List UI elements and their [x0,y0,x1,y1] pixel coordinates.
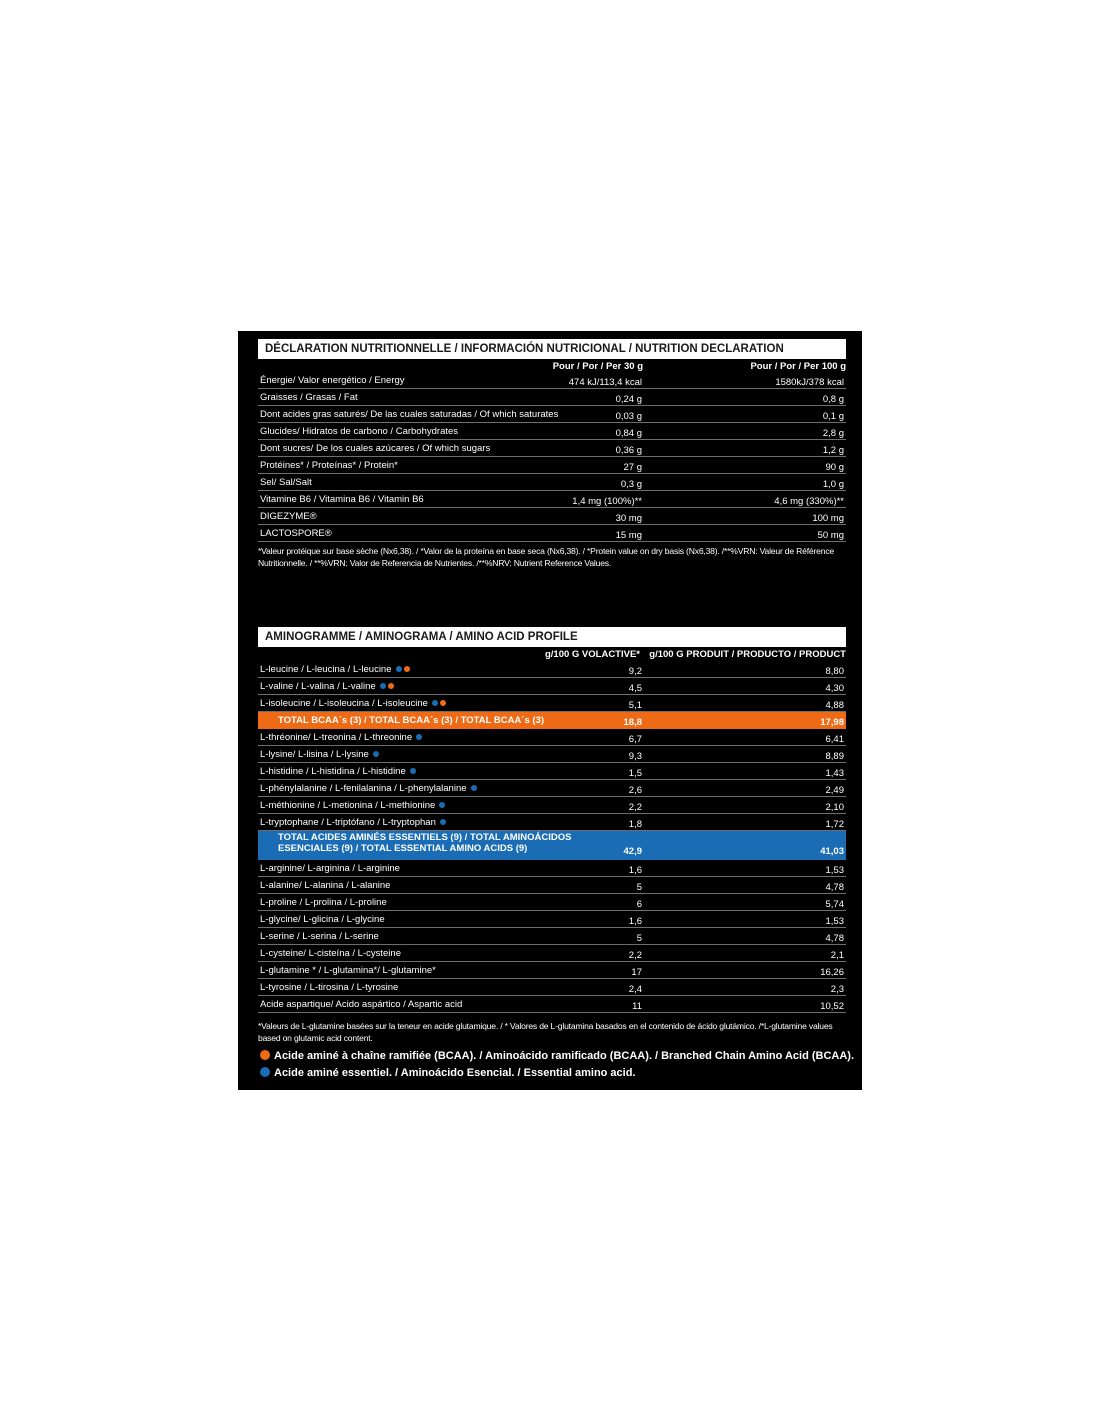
total-row [258,831,846,860]
row-value-2: 6,41 [825,734,844,745]
table-row [258,729,846,746]
row-value-2: 1,53 [825,865,844,876]
table-row [258,474,846,491]
row-value-1: 1,8 [628,819,642,830]
row-value-1: 1,6 [628,916,642,927]
orange-dot-icon [260,1050,270,1060]
row-value-1: 5,1 [628,700,642,711]
table-row [258,814,846,831]
table-row [258,423,846,440]
orange-dot-icon [388,683,394,689]
row-value-1: 1,6 [628,865,642,876]
row-value-1: 30 mg [615,513,642,524]
row-value-2: 2,8 g [822,428,844,439]
row-label: Énergie/ Valor energético / Energy [260,375,405,386]
table-row [258,508,846,525]
row-label: L-glycine/ L-glicina / L-glycine [260,914,385,925]
row-value-2: 0,8 g [822,394,844,405]
row-value-1: 6,7 [628,734,642,745]
table-row [258,525,846,542]
row-value-2: 2,3 [830,984,844,995]
blue-dot-icon [396,666,402,672]
blue-dot-icon [416,734,422,740]
table-row [258,945,846,962]
row-value-1: 1,4 mg (100%)** [572,496,642,507]
amino-class-dots [371,747,379,763]
row-value-2: 1,43 [825,768,844,779]
row-value-1: 9,2 [628,666,642,677]
blue-dot-icon [373,751,379,757]
table-row [258,746,846,763]
row-value-2: 8,89 [825,751,844,762]
amino-class-dots [414,730,422,746]
amino-class-dots [408,764,416,780]
row-value-1: 6 [636,899,642,910]
row-value-2: 5,74 [825,899,844,910]
row-label: L-tyrosine / L-tirosina / L-tyrosine [260,982,399,993]
row-label: L-isoleucine / L-isoleucina / L-isoleucine [260,698,428,709]
amino-title: AMINOGRAMME / AMINOGRAMA / AMINO ACID PROFILE [258,627,846,647]
row-label: Glucides/ Hidratos de carbono / Carbohydrates [260,426,459,437]
row-label: L-glutamine * / L-glutamina*/ L-glutamine* [260,965,436,976]
row-value-2: 4,88 [825,700,844,711]
amino-class-dots [469,781,477,797]
amino-footnote: *Valeurs de L-glutamine basées sur la teneur en acide glutamique. / * Valores de L-glutamina basados en el contenido de ácido glutámico. /*L-glutamine values based on glutamic acid content. [258,1021,833,1043]
row-label: L-serine / L-serina / L-serine [260,931,379,942]
row-value-2: 4,30 [825,683,844,694]
row-label: L-histidine / L-histidina / L-histidine [260,766,406,777]
row-value-2: 8,80 [825,666,844,677]
blue-dot-icon [432,700,438,706]
blue-dot-icon [410,768,416,774]
table-row [258,440,846,457]
nutrition-table [258,372,846,542]
blue-dot-icon [471,785,477,791]
row-value-1: 474 kJ/113,4 kcal [568,377,642,388]
row-label: L-méthionine / L-metionina / L-methionine [260,800,436,811]
row-label: L-thréonine/ L-treonina / L-threonine [260,732,413,743]
row-value-2: 100 mg [812,513,844,524]
nutrition-title: DÉCLARATION NUTRITIONNELLE / INFORMACIÓN NUTRICIONAL / NUTRITION DECLARATION [258,339,846,359]
row-value-2: 1,72 [825,819,844,830]
row-label: L-arginine/ L-arginina / L-arginine [260,863,400,874]
row-value-1: 0,24 g [615,394,642,405]
row-value-2: 1,53 [825,916,844,927]
row-value-2: 90 g [825,462,844,473]
amino-col1-header: g/100 G VOLACTIVE* [544,649,640,660]
row-value-2: 4,78 [825,882,844,893]
row-label: Vitamine B6 / Vitamina B6 / Vitamin B6 [260,494,424,505]
nutrition-footnote: *Valeur protéique sur base sèche (Nx6,38). / *Valor de la proteína en base seca (Nx6,38). / *Protein value on dry basis (Nx6,38). /**%VRN: Valeur de Référence Nutritionnelle. / **%VRN: Valor de Referencia de Nutrientes. /**%NRV: Nutrient Reference Values. [258,546,835,568]
amino-col2-header: g/100 G PRODUIT / PRODUCTO / PRODUCT [649,649,846,660]
blue-dot-icon [380,683,386,689]
blue-dot-icon [260,1067,270,1077]
row-value-1: 42,9 [623,846,642,857]
row-value-1: 2,2 [628,802,642,813]
row-label: L-phénylalanine / L-fenilalanina / L-phenylalanine [260,783,467,794]
row-label: L-leucine / L-leucina / L-leucine [260,664,392,675]
table-row [258,389,846,406]
row-value-2: 16,26 [820,967,844,978]
row-label: LACTOSPORE® [260,528,332,539]
row-value-1: 18,8 [623,717,642,728]
row-value-1: 5 [636,882,642,893]
table-row [258,860,846,877]
table-row [258,695,846,712]
table-row [258,894,846,911]
table-row [258,979,846,996]
blue-dot-icon [440,819,446,825]
row-label: L-proline / L-prolina / L-proline [260,897,387,908]
blue-dot-icon [439,802,445,808]
row-value-1: 0,84 g [615,428,642,439]
table-row [258,491,846,508]
table-row [258,996,846,1013]
row-value-1: 0,3 g [620,479,642,490]
row-label: Protéines* / Proteínas* / Protein* [260,460,398,471]
row-label: Sel/ Sal/Salt [260,477,312,488]
legend-essential [260,1067,636,1079]
row-value-1: 1,5 [628,768,642,779]
row-value-2: 10,52 [820,1001,844,1012]
row-value-1: 0,03 g [615,411,642,422]
amino-class-dots [378,679,394,695]
legend-bcaa [260,1050,854,1062]
row-value-1: 5 [636,933,642,944]
row-label: L-tryptophane / L-triptófano / L-tryptophan [260,817,436,828]
row-value-2: 1,2 g [822,445,844,456]
table-row [258,911,846,928]
row-label: Dont acides gras saturés/ De las cuales saturadas / Of which saturates [260,409,559,420]
row-value-2: 41,03 [820,846,844,857]
row-value-2: 1,0 g [822,479,844,490]
table-row [258,877,846,894]
row-value-2: 2,10 [825,802,844,813]
row-label: DIGEZYME® [260,511,317,522]
row-label: Graisses / Grasas / Fat [260,392,358,403]
row-value-1: 0,36 g [615,445,642,456]
row-value-2: 4,78 [825,933,844,944]
legend-bcaa-text: Acide aminé à chaîne ramifiée (BCAA). / Aminoácido ramificado (BCAA). / Branched Chain Amino Acid (BCAA). [274,1050,855,1062]
table-row [258,797,846,814]
table-row [258,928,846,945]
nutrition-col1-header: Pour / Por / Per 30 g [552,361,643,372]
row-label: L-lysine/ L-lisina / L-lysine [260,749,369,760]
row-value-1: 11 [632,1001,642,1012]
nutrition-label-panel [238,331,862,1090]
row-label: Acide aspartique/ Acido aspártico / Aspartic acid [260,999,463,1010]
row-value-1: 2,2 [628,950,642,961]
table-row [258,678,846,695]
row-label: TOTAL BCAA´s (3) / TOTAL BCAA´s (3) / TOTAL BCAA´s (3) [278,715,545,726]
nutrition-col2-header: Pour / Por / Per 100 g [750,361,846,372]
table-row [258,763,846,780]
row-value-2: 17,98 [820,717,844,728]
legend-essential-text: Acide aminé essentiel. / Aminoácido Esencial. / Essential amino acid. [274,1067,636,1079]
table-row [258,406,846,423]
row-label: L-alanine/ L-alanina / L-alanine [260,880,391,891]
row-value-1: 9,3 [628,751,642,762]
table-row [258,780,846,797]
amino-table [258,661,846,1013]
row-label: L-valine / L-valina / L-valine [260,681,376,692]
row-value-1: 27 g [623,462,642,473]
table-row [258,661,846,678]
row-value-2: 4,6 mg (330%)** [774,496,844,507]
table-row [258,457,846,474]
row-label: Dont sucres/ De los cuales azúcares / Of which sugars [260,443,491,454]
row-value-2: 2,49 [825,785,844,796]
amino-class-dots [438,815,446,831]
row-label: L-cysteine/ L-cisteína / L-cysteine [260,948,401,959]
row-value-1: 2,4 [628,984,642,995]
total-row [258,712,846,729]
orange-dot-icon [440,700,446,706]
row-value-1: 15 mg [615,530,642,541]
row-value-1: 4,5 [628,683,642,694]
amino-class-dots [394,662,410,678]
table-row [258,962,846,979]
row-value-1: 17 [631,967,642,978]
row-value-2: 2,1 [830,950,844,961]
row-value-2: 1580kJ/378 kcal [775,377,844,388]
orange-dot-icon [404,666,410,672]
row-label: TOTAL ACIDES AMINÉS ESSENTIELS (9) / TOTAL AMINOÁCIDOS ESENCIALES (9) / TOTAL ESSENTIAL AMINO ACIDS (9) [278,832,572,854]
row-value-1: 2,6 [628,785,642,796]
table-row [258,372,846,389]
amino-class-dots [437,798,445,814]
amino-class-dots [430,696,446,712]
row-value-2: 0,1 g [822,411,844,422]
row-value-2: 50 mg [817,530,844,541]
